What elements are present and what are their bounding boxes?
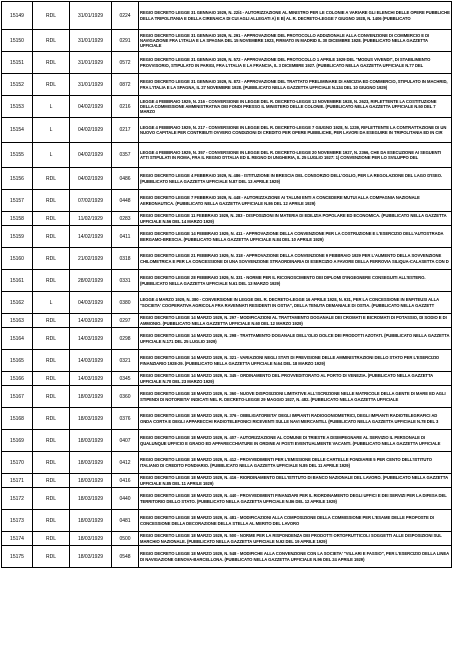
- record-number: 15167: [2, 386, 33, 408]
- act-code: 0318: [112, 248, 139, 270]
- act-date: 21/02/1929: [70, 248, 112, 270]
- act-code: 0872: [112, 74, 139, 96]
- act-date: 18/03/1929: [70, 546, 112, 568]
- act-description: LEGGE 4 MARZO 1929, N. 380 - CONVERSIONE IN LEGGE DEL R. DECRETO-LEGGE 16 APRILE 1928, N. 931, PER LA CONCESSIONE IN ENFITEUSI ALLA "SOCIETA' COOPERATIVA AGRICOLA FRA RAVENNATI RESIDENTI IN OSTIA", DELLA TENUTA DEMANIALE DI OSTIA. (PUBBLICATO NELLA GAZZETT: [139, 292, 452, 314]
- record-number: 15155: [2, 143, 33, 168]
- record-number: 15169: [2, 430, 33, 452]
- act-date: 28/02/1929: [70, 270, 112, 292]
- table-row: [2, 532, 452, 546]
- act-type: RDL: [33, 350, 70, 372]
- act-date: 04/02/1929: [70, 168, 112, 190]
- act-type: RDL: [33, 212, 70, 226]
- table-row: [2, 386, 452, 408]
- act-code: 0321: [112, 350, 139, 372]
- act-type: RDL: [33, 52, 70, 74]
- act-code: 0481: [112, 510, 139, 532]
- act-type: L: [33, 118, 70, 143]
- act-date: 07/02/1929: [70, 190, 112, 212]
- record-number: 15173: [2, 510, 33, 532]
- act-code: 0224: [112, 2, 139, 30]
- record-number: 15164: [2, 328, 33, 350]
- act-code: 0500: [112, 532, 139, 546]
- act-description: REGIO DECRETO LEGGE 14 MARZO 1929, N. 321 - VARIAZIONI NEGLI STATI DI PREVISIONE DELLE AMMINISTRAZIONI DELLO STATO PER L'ESERCIZIO FINANZIARIO 1928-29. (PUBBLICATO NELLA GAZZETTA UFFICIALE N.64 DEL 18 MARZO 1929): [139, 350, 452, 372]
- act-type: RDL: [33, 408, 70, 430]
- act-description: REGIO DECRETO LEGGE 14 FEBBRAIO 1929, N. 411 - APPROVAZIONE DELLA CONVENZIONE PER LA COSTRUZIONE E L'ESERCIZIO DELL'AUTOSTRADA BERGAMO-BRESCIA. (PUBBLICATO NELLA GAZZETTA UFFICIALE N.84 DEL 10 APRILE 1929): [139, 226, 452, 248]
- record-number: 15168: [2, 408, 33, 430]
- act-date: 14/03/1929: [70, 314, 112, 328]
- act-date: 04/02/1929: [70, 143, 112, 168]
- record-number: 15150: [2, 30, 33, 52]
- act-code: 0360: [112, 386, 139, 408]
- record-number: 15175: [2, 546, 33, 568]
- act-code: 0416: [112, 474, 139, 488]
- act-date: 18/03/1929: [70, 532, 112, 546]
- table-row: [2, 292, 452, 314]
- table-row: [2, 52, 452, 74]
- act-description: REGIO DECRETO LEGGE 31 GENNAIO 1929, N. 22/4 - AUTORIZZAZIONE AL MINISTRO PER LE COLONIE A VARIARE GLI ELENCHI DELLE OPERE PUBBLICHE DELLA TRIPOLITANIA E DELLA CIRENAICA DI CUI AGLI ALLEGATI A) E B) AL R. DECRETO-LEGGE 7 GIUGNO 1928, N. 1406 (PUBBLICATO: [139, 2, 452, 30]
- act-description: REGIO DECRETO LEGGE 18 MARZO 1929, N. 481 - MODIFICAZIONI ALLA COMPOSIZIONE DELLA COMMISSIONE PER L'ESAME DELLE PROPOSTE DI CONCESSIONE DELLA DECORAZIONE DELLA STELLA AL MERITO DEL LAVORO: [139, 510, 452, 532]
- act-type: RDL: [33, 2, 70, 30]
- act-type: RDL: [33, 430, 70, 452]
- act-date: 18/03/1929: [70, 408, 112, 430]
- act-description: REGIO DECRETO LEGGE 31 GENNAIO 1929, N. 291 - APPROVAZIONE DEL PROTOCOLLO ADDIZIONALE ALLA CONVENZIONE DI COMMERCIO E DI NAVIGAZIONE FRA L'ITALIA E LA SPAGNA DEL 15 NOVEMBRE 1923, FIRMATO IN MADRID IL 30 DICEMBRE 1928. (PUBBLICATO NELLA GAZZETTA UFFICIALE: [139, 30, 452, 52]
- act-type: L: [33, 292, 70, 314]
- record-number: 15157: [2, 190, 33, 212]
- act-code: 0548: [112, 546, 139, 568]
- act-date: 18/03/1929: [70, 386, 112, 408]
- act-type: RDL: [33, 314, 70, 328]
- act-description: LEGGE 4 FEBBRAIO 1929, N. 217 - CONVERSIONE IN LEGGE DEL R. DECRETO-LEGGE 7 GIUGNO 1928, N. 1239, RIFLETTENTE LA CONTRATTAZIONE DI UN NUOVO CAPITALE PER CONTRIBUTI OVVERO CONDIZIONI DI CREDITO PER OPERE PUBBLICHE, PER LAVORI DA ESEGUIRE IN TRIPOLITANIA ED IN CIR: [139, 118, 452, 143]
- act-type: RDL: [33, 488, 70, 510]
- table-row: [2, 190, 452, 212]
- act-description: REGIO DECRETO LEGGE 18 MARZO 1929, N. 500 - NORME PER LA RISPONDENZA DEI PRODOTTI ORTOFRUTTICOLI SOGGETTI ALLE DISPOSIZIONI SUL MARCHIO NAZIONALE. (PUBBLICATO NELLA GAZZETTA UFFICIALE N.92 DEL 19 APRILE 1929): [139, 532, 452, 546]
- act-description: REGIO DECRETO LEGGE 21 FEBBRAIO 1929, N. 318 - APPROVAZIONE DELLA CONVENZIONE 9 FEBBRAIO 1929 PER L'AUMENTO DELLA SOVVENZIONE CHILOMETRICA E PER LA CONCESSIONE DI UNA SOVVENZIONE STRAORDINARIA DI ESERCIZIO A FAVORE DELLA FERROVIA SILIQUA-CALASETTA CON D: [139, 248, 452, 270]
- act-date: 18/03/1929: [70, 510, 112, 532]
- act-description: REGIO DECRETO LEGGE 18 MARZO 1929, N. 416 - RIORDINAMENTO DELL'ISTITUTO DI BANCO NAZIONALE DEL LAVORO. (PUBBLICATO NELLA GAZZETTA UFFICIALE N.85 DEL 11 APRILE 1929): [139, 474, 452, 488]
- act-code: 0572: [112, 52, 139, 74]
- act-code: 0291: [112, 30, 139, 52]
- table-row: [2, 226, 452, 248]
- record-number: 15174: [2, 532, 33, 546]
- act-code: 0440: [112, 488, 139, 510]
- act-description: REGIO DECRETO LEGGE 11 FEBBRAIO 1929, N. 283 - DISPOSIZIONI IN MATERIA DI EDILIZIA POPOLARE ED ECONOMICA. (PUBBLICATO NELLA GAZZETTA UFFICIALE N.56 DEL 14 MARZO 1929): [139, 212, 452, 226]
- act-description: REGIO DECRETO LEGGE 7 FEBBRAIO 1929, N. 448 - AUTORIZZAZIONE AI TALUNI ENTI A CONCEDERE MUTUI ALLA COMPAGNIA NAZIONALE AEREONAUTICA. (PUBBLICATO NELLA GAZZETTA UFFICIALE N.86 DEL 12 APRILE 1929): [139, 190, 452, 212]
- act-description: LEGGE 4 FEBBRAIO 1929, N. 216 - CONVERSIONE IN LEGGE DEL R. DECRETO-LEGGE 13 NOVEMBRE 1928, N. 2623, RIFLETTENTE LA COSTITUZIONE DELLA COMMISSIONE AMMINISTRATIVA DEI FONDI PRESSO IL MINISTERO DELLE COLONIE. (PUBBLICATO NELLA GAZZETTA UFFICIALE N.50 DEL 7 MARZO: [139, 96, 452, 118]
- act-date: 31/01/1929: [70, 74, 112, 96]
- table-row: [2, 488, 452, 510]
- record-number: 15149: [2, 2, 33, 30]
- act-description: REGIO DECRETO LEGGE 18 MARZO 1929, N. 440 - PROVVEDIMENTI FINANZIARI PER IL RIORDINAMENTO DEGLI UFFICI E DEI SERVIZI PER LA DIFESA DEL TERRITORIO DELLO STATO. (PUBBLICATO NELLA GAZZETTA UFFICIALE N.86 DEL 12 APRILE 1929): [139, 488, 452, 510]
- record-number: 15156: [2, 168, 33, 190]
- act-type: RDL: [33, 328, 70, 350]
- act-date: 04/02/1929: [70, 96, 112, 118]
- table-row: [2, 30, 452, 52]
- record-number: 15165: [2, 350, 33, 372]
- act-code: 0376: [112, 408, 139, 430]
- act-date: 14/03/1929: [70, 350, 112, 372]
- act-code: 0216: [112, 96, 139, 118]
- act-type: RDL: [33, 248, 70, 270]
- table-row: [2, 212, 452, 226]
- act-description: REGIO DECRETO LEGGE 14 MARZO 1929, N. 345 - ORDINAMENTO DEL PROVVEDITORATO AL PORTO DI VENEZIA. (PUBBLICATO NELLA GAZZETTA UFFICIALE N.70 DEL 23 MARZO 1929): [139, 372, 452, 386]
- act-code: 0411: [112, 226, 139, 248]
- act-date: 14/03/1929: [70, 372, 112, 386]
- act-date: 18/03/1929: [70, 474, 112, 488]
- table-row: [2, 372, 452, 386]
- table-row: [2, 546, 452, 568]
- act-type: RDL: [33, 510, 70, 532]
- act-date: 18/03/1929: [70, 452, 112, 474]
- record-number: 15163: [2, 314, 33, 328]
- record-number: 15162: [2, 292, 33, 314]
- legislation-register-table: [1, 1, 452, 568]
- record-number: 15171: [2, 474, 33, 488]
- record-number: 15166: [2, 372, 33, 386]
- act-date: 31/01/1929: [70, 52, 112, 74]
- table-row: [2, 248, 452, 270]
- act-description: REGIO DECRETO LEGGE 18 MARZO 1929, N. 360 - NUOVE DISPOSIZIONI LIMITATIVE ALL'ISCRIZIONE NELLE MATRICOLE DELLA GENTE DI MARE ED AGLI STIPENDI DI NOTORIETA' INDICATI NEL R. DECRETO-LEGGE 29 MAGGIO 1927, N. 482. (PUBBLICATO NELLA GAZZETTA UFFICIALE: [139, 386, 452, 408]
- table-row: [2, 2, 452, 30]
- table-row: [2, 314, 452, 328]
- record-number: 15151: [2, 52, 33, 74]
- act-description: REGIO DECRETO LEGGE 18 MARZO 1929, N. 412 - PROVVEDIMENTI PER L'EMISSIONE DELLE CARTELLE FONDIARIE 5 PER CENTO DELL'ISTITUTO ITALIANO DI CREDITO FONDIARIO. (PUBBLICATO NELLA GAZZETTA UFFICIALE N.85 DEL 11 APRILE 1929): [139, 452, 452, 474]
- act-date: 14/02/1929: [70, 226, 112, 248]
- record-number: 15153: [2, 96, 33, 118]
- record-number: 15158: [2, 212, 33, 226]
- act-description: REGIO DECRETO LEGGE 18 MARZO 1929, N. 407 - AUTORIZZAZIONE AL COMUNE DI TRIESTE A DISIMPEGNARE AL SERVIZIO IL PERSONALE DI QUALUNQUE UFFICIO E GRADO ED APPARECCHIATURE IN ORDINE AI POSTI EVENTUALMENTE VACANTI. (PUBBLICATO NELLA GAZZETTA UFFICIALE: [139, 430, 452, 452]
- table-row: [2, 350, 452, 372]
- record-number: 15152: [2, 74, 33, 96]
- act-code: 0357: [112, 143, 139, 168]
- record-number: 15170: [2, 452, 33, 474]
- act-description: REGIO DECRETO LEGGE 4 FEBBRAIO 1929, N. 486 - ISTITUZIONE IN BRESCIA DEL CONSORZIO DELL'OGLIO, PER LA REGOLAZIONE DEL LAGO D'ISEO. (PUBBLICATO NELLA GAZZETTA UFFICIALE N.87 DEL 13 APRILE 1929): [139, 168, 452, 190]
- act-code: 0486: [112, 168, 139, 190]
- act-type: RDL: [33, 74, 70, 96]
- act-type: RDL: [33, 30, 70, 52]
- act-type: RDL: [33, 452, 70, 474]
- act-description: LEGGE 4 FEBBRAIO 1929, N. 357 - CONVERSIONE IN LEGGE DEL R. DECRETO-LEGGE 20 NOVEMBRE 1927, N. 2366, CHE DA ESECUZIONE AI SEGUENTI ATTI STIPULATI IN ROMA, FRA IL REGNO D'ITALIA ED IL REGNO DI UNGHERIA, IL 25 LUGLIO 1927: 1) CONVENZIONE PER LO SVILUPPO DEL: [139, 143, 452, 168]
- register-rows: [2, 2, 452, 568]
- table-row: [2, 168, 452, 190]
- act-type: RDL: [33, 372, 70, 386]
- table-row: [2, 96, 452, 118]
- act-code: 0345: [112, 372, 139, 386]
- act-type: RDL: [33, 474, 70, 488]
- act-description: REGIO DECRETO LEGGE 18 MARZO 1929, N. 376 - OBBLIGATORIETA' DEGLI IMPIANTI RADIOGONIOMETRICI, DEGLI IMPIANTI RADIOTELEGRAFICI AD ONDA CORTA E DEGLI APPARECCHI RADIOTELEFONICI RICEVENTI SULLE NAVI MERCANTILI. (PUBBLICATO NELLA GAZZETTA UFFICIALE N.78 DEL 3: [139, 408, 452, 430]
- act-type: RDL: [33, 386, 70, 408]
- act-type: RDL: [33, 532, 70, 546]
- act-description: REGIO DECRETO LEGGE 28 FEBBRAIO 1929, N. 331 - NORME PER IL RICONOSCIMENTO DEI DIPLOMI D'INGEGNERE CONSEGUITI ALL'ESTERO. (PUBBLICATO NELLA GAZZETTA UFFICIALE N.61 DEL 13 MARZO 1929): [139, 270, 452, 292]
- record-number: 15161: [2, 270, 33, 292]
- act-code: 0331: [112, 270, 139, 292]
- act-code: 0380: [112, 292, 139, 314]
- act-code: 0298: [112, 328, 139, 350]
- act-code: 0217: [112, 118, 139, 143]
- table-row: [2, 452, 452, 474]
- act-description: REGIO DECRETO LEGGE 31 GENNAIO 1929, N. 572 - APPROVAZIONE DEL PROTOCOLLO 1 APRILE 1929 DEL "MODUS VIVENDI", DI STABILIMENTO PROVVISORIO, STIPULATO IN PARIGI, FRA L'ITALIA E LA FRANCIA, IL 3 DICEMBRE 1927. (PUBBLICATO NELLA GAZZETTA UFFICIALE N.77 DEL: [139, 52, 452, 74]
- act-code: 0412: [112, 452, 139, 474]
- act-description: REGIO DECRETO LEGGE 14 MARZO 1929, N. 298 - TRATTAMENTO DOGANALE DELL'OLIO DOLCE DEI PRODOTTI AZOTATI. (PUBBLICATO NELLA GAZZETTA UFFICIALE N.171 DEL 25 LUGLIO 1929): [139, 328, 452, 350]
- record-number: 15154: [2, 118, 33, 143]
- table-row: [2, 408, 452, 430]
- record-number: 15160: [2, 248, 33, 270]
- act-date: 18/03/1929: [70, 430, 112, 452]
- act-type: L: [33, 96, 70, 118]
- act-date: 04/03/1929: [70, 292, 112, 314]
- table-row: [2, 430, 452, 452]
- act-type: RDL: [33, 190, 70, 212]
- table-row: [2, 474, 452, 488]
- table-row: [2, 270, 452, 292]
- act-date: 18/03/1929: [70, 488, 112, 510]
- act-date: 31/01/1929: [70, 2, 112, 30]
- act-type: RDL: [33, 168, 70, 190]
- table-row: [2, 74, 452, 96]
- table-row: [2, 328, 452, 350]
- act-type: L: [33, 143, 70, 168]
- table-row: [2, 118, 452, 143]
- table-row: [2, 143, 452, 168]
- table-row: [2, 510, 452, 532]
- act-date: 11/02/1929: [70, 212, 112, 226]
- act-date: 14/03/1929: [70, 328, 112, 350]
- record-number: 15159: [2, 226, 33, 248]
- act-type: RDL: [33, 270, 70, 292]
- record-number: 15172: [2, 488, 33, 510]
- act-description: REGIO DECRETO LEGGE 14 MARZO 1929, N. 297 - MODIFICAZIONI AL TRATTAMENTO DOGANALE DEI CROMATI E BICROMATI DI POTASSIO, DI SODIO E DI AMMONIO. (PUBBLICATO NELLA GAZZETTA UFFICIALE N.60 DEL 12 MARZO 1929): [139, 314, 452, 328]
- act-date: 04/02/1929: [70, 118, 112, 143]
- act-type: RDL: [33, 226, 70, 248]
- act-description: REGIO DECRETO LEGGE 31 GENNAIO 1929, N. 872 - APPROVAZIONE DEL TRATTATO PRELIMINARE DI AMICIZIA ED COMMERCIO, STIPULATO IN MACHRID, FRA L'ITALIA E LA SPAGNA, IL 27 NOVEMBRE 1928. (PUBBLICATO NELLA GAZZETTA UFFICIALE N.134 DEL 10 GIUGNO 1929): [139, 74, 452, 96]
- act-code: 0283: [112, 212, 139, 226]
- act-code: 0297: [112, 314, 139, 328]
- act-date: 31/01/1929: [70, 30, 112, 52]
- act-type: RDL: [33, 546, 70, 568]
- act-code: 0448: [112, 190, 139, 212]
- act-description: REGIO DECRETO LEGGE 18 MARZO 1929, N. 548 - MODIFICHE ALLA CONVENZIONE CON LA SOCIETA' "VILLARI E FASSIO", PER L'ESERCIZIO DELLA LINEA DI NAVIGAZIONE GENOVA-BARCELLONA. (PUBBLICATO NELLA GAZZETTA UFFICIALE N.96 DEL 24 APRILE 1929): [139, 546, 452, 568]
- act-code: 0407: [112, 430, 139, 452]
